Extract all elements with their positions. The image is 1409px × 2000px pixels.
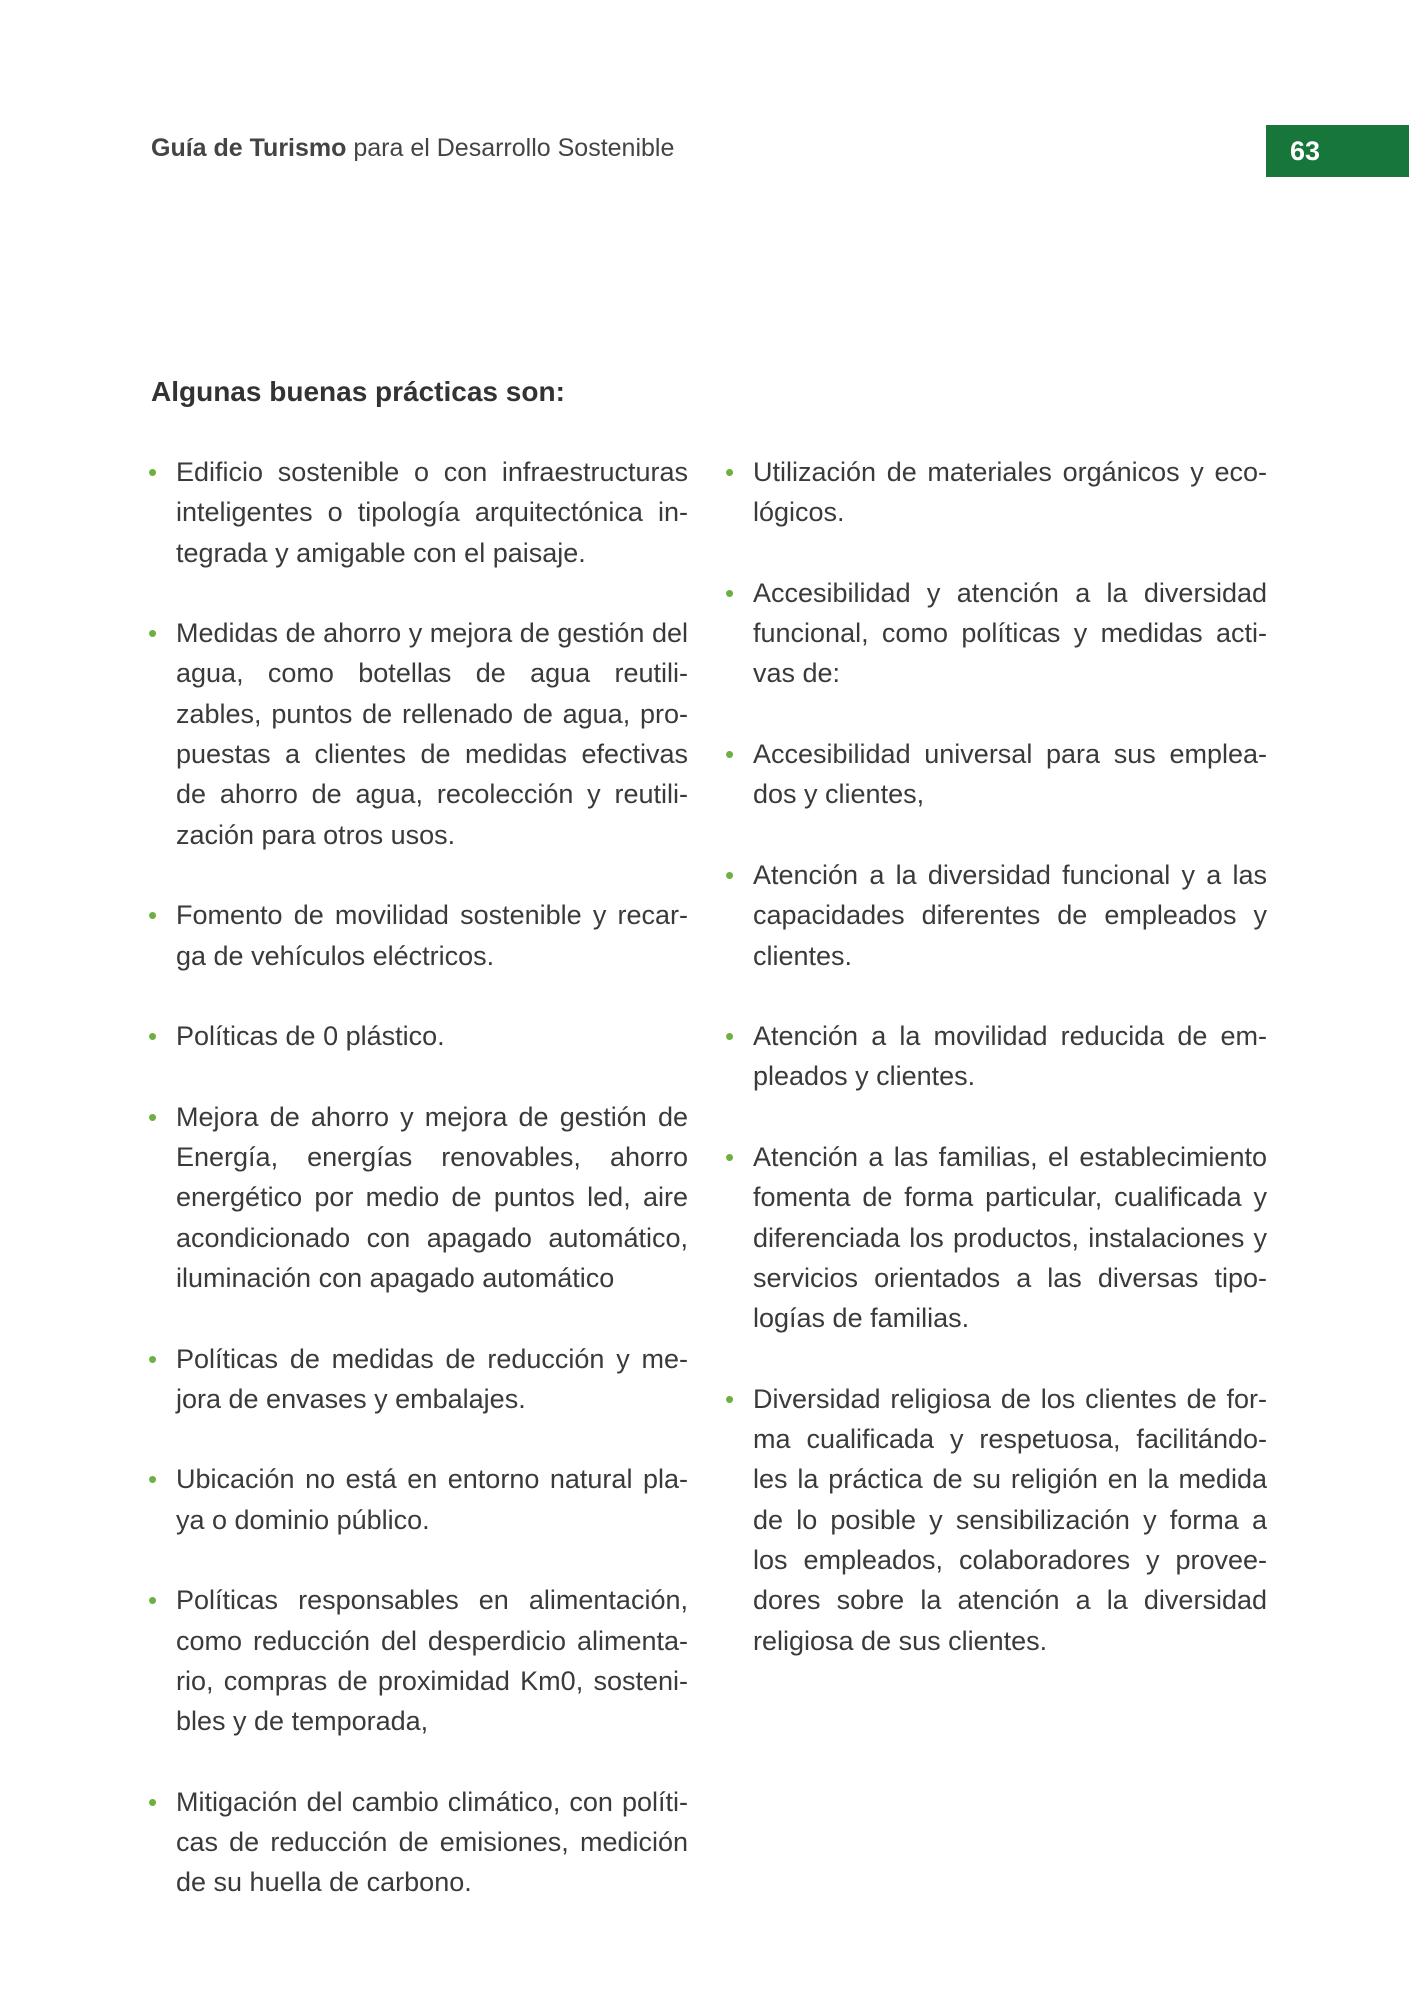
list-item-text: Fomento de movilidad sostenible y recar-ga de vehículos eléctricos.	[176, 900, 688, 971]
bullet-icon: •	[725, 577, 735, 608]
list-item-text: Diversidad religiosa de los clientes de for-ma cualificada y respetuosa, facilitándo-les la práctica de su religión en la medida de lo posible y sensibilización y forma a los empleados, colaboradores y provee-dores sobre la atención a la diversidad religiosa de sus clientes.	[753, 1383, 1267, 1656]
list-item-text: Accesibilidad universal para sus emplea-dos y clientes,	[753, 739, 1267, 810]
bullet-icon: •	[148, 1585, 158, 1616]
header-title-rest: para el Desarrollo Sostenible	[346, 134, 675, 162]
list-item-text: Atención a la movilidad reducida de em-pleados y clientes.	[753, 1021, 1267, 1092]
list-item-text: Ubicación no está en entorno natural pla-ya o dominio público.	[176, 1464, 688, 1535]
left-bullet-list	[148, 452, 688, 1943]
list-item	[725, 1016, 1267, 1097]
bullet-icon: •	[725, 1142, 735, 1173]
list-item	[725, 855, 1267, 976]
bullet-icon: •	[725, 457, 735, 487]
list-item	[148, 452, 688, 573]
bullet-icon: •	[148, 1101, 158, 1132]
list-item	[148, 1097, 688, 1298]
list-item	[148, 895, 688, 976]
bullet-icon: •	[148, 1786, 158, 1817]
running-header	[151, 134, 674, 163]
list-item	[148, 1016, 688, 1056]
list-item-text: Políticas de 0 plástico.	[176, 1021, 445, 1052]
bullet-icon: •	[148, 618, 158, 649]
header-title-bold: Guía de Turismo	[151, 134, 347, 162]
page-number-badge	[1266, 125, 1409, 177]
bullet-icon: •	[148, 1021, 158, 1052]
list-item-text: Accesibilidad y atención a la diversidad funcional, como políticas y medidas acti-vas de:	[753, 577, 1267, 689]
right-bullet-list	[725, 452, 1267, 1701]
list-item-text: Medidas de ahorro y mejora de gestión del agua, como botellas de agua reutili-zables, puntos de rellenado de agua, pro-puestas a clientes de medidas efectivas de ahorro de agua, recolección y reutili-zación para otros usos.	[176, 618, 688, 850]
list-item-text: Mejora de ahorro y mejora de gestión de Energía, energías renovables, ahorro energético por medio de puntos led, aire acondicionado con apagado automático, iluminación con apagado automático	[176, 1101, 688, 1293]
list-item	[148, 1459, 688, 1540]
bullet-icon: •	[725, 859, 735, 890]
list-item	[148, 1782, 688, 1903]
list-item-text: Utilización de materiales orgánicos y eco-lógicos.	[753, 457, 1267, 528]
list-item-text: Políticas responsables en alimentación, como reducción del desperdicio alimenta-rio, compras de proximidad Km0, sosteni-bles y de temporada,	[176, 1585, 688, 1737]
bullet-icon: •	[148, 900, 158, 931]
bullet-icon: •	[725, 1383, 735, 1414]
section-intro-heading: Algunas buenas prácticas son:	[151, 376, 565, 407]
list-item-text: Políticas de medidas de reducción y me-jora de envases y embalajes.	[176, 1343, 688, 1414]
list-item	[725, 1379, 1267, 1661]
list-item-text: Atención a las familias, el establecimiento fomenta de forma particular, cualificada y diferenciada los productos, instalaciones y servicios orientados a las diversas tipo-logías de familias.	[753, 1142, 1267, 1334]
list-item	[148, 1339, 688, 1420]
list-item	[725, 1137, 1267, 1338]
bullet-icon: •	[148, 1343, 158, 1374]
list-item-text: Mitigación del cambio climático, con políti-cas de reducción de emisiones, medición de su huella de carbono.	[176, 1786, 688, 1898]
bullet-icon: •	[725, 739, 735, 770]
list-item-text: Edificio sostenible o con infraestructuras inteligentes o tipología arquitectónica in-tegrada y amigable con el paisaje.	[176, 457, 688, 568]
list-item	[725, 452, 1267, 533]
bullet-icon: •	[148, 1464, 158, 1495]
list-item	[148, 613, 688, 855]
list-item	[725, 573, 1267, 694]
bullet-icon: •	[148, 457, 158, 487]
page-number: 63	[1290, 135, 1321, 166]
bullet-icon: •	[725, 1021, 735, 1052]
list-item-text: Atención a la diversidad funcional y a las capacidades diferentes de empleados y clientes.	[753, 859, 1267, 971]
list-item	[725, 734, 1267, 815]
list-item	[148, 1580, 688, 1741]
